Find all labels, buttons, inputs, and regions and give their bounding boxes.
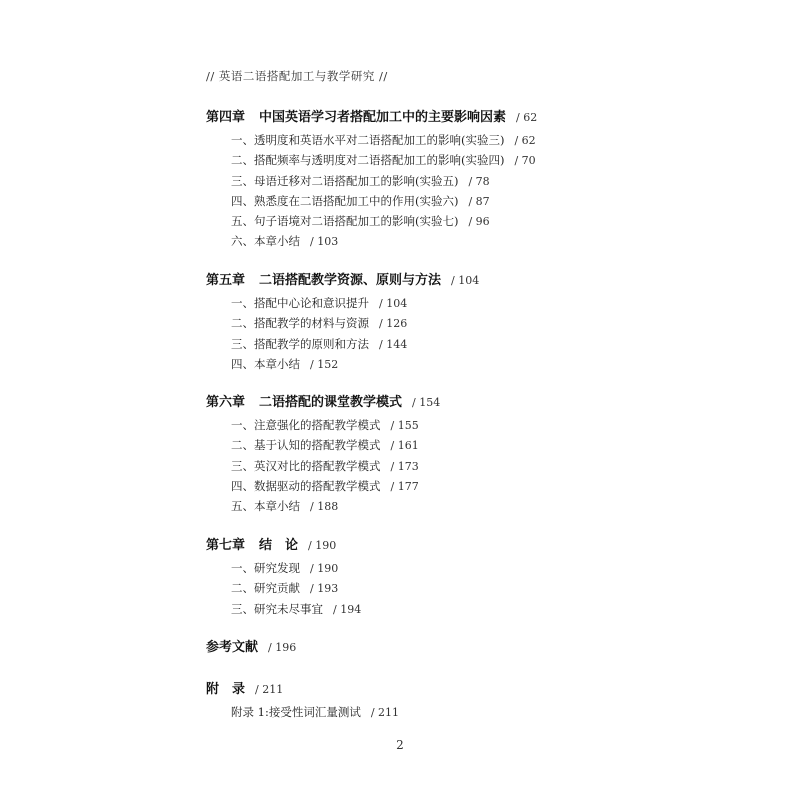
- section-title: 四、数据驱动的搭配教学模式: [231, 478, 381, 493]
- section-page: / 177: [390, 479, 419, 493]
- toc-appendix: [206, 682, 399, 722]
- chapter-number: 第七章: [206, 538, 246, 553]
- page-number: 2: [396, 738, 404, 752]
- chapter-heading[interactable]: [206, 273, 479, 289]
- chapter-heading[interactable]: [206, 682, 399, 698]
- section-page: / 96: [468, 215, 490, 229]
- toc-section[interactable]: [231, 354, 479, 374]
- running-header: // 英语二语搭配加工与教学研究 //: [206, 69, 388, 83]
- toc-section[interactable]: [231, 476, 440, 496]
- section-title: 二、基于认知的搭配教学模式: [231, 438, 381, 453]
- toc-section[interactable]: [231, 130, 537, 150]
- toc-section[interactable]: [231, 313, 479, 333]
- toc-section[interactable]: [231, 150, 537, 170]
- toc-section[interactable]: [231, 599, 361, 619]
- chapter-heading[interactable]: [206, 110, 537, 126]
- section-title: 一、研究发现: [231, 561, 300, 575]
- section-title: 三、英汉对比的搭配教学模式: [231, 458, 381, 473]
- toc-section[interactable]: [231, 435, 440, 455]
- toc-section[interactable]: [231, 191, 537, 211]
- section-page: / 78: [468, 174, 490, 188]
- chapter-page: / 154: [412, 396, 441, 409]
- section-page: / 104: [379, 297, 408, 310]
- section-title: 三、研究未尽事宜: [231, 601, 323, 616]
- toc-section[interactable]: [231, 415, 440, 435]
- section-title: 二、搭配频率与透明度对二语搭配加工的影响(实验四): [231, 153, 505, 168]
- chapter-page: / 190: [308, 539, 337, 552]
- chapter-number: 第五章: [206, 273, 246, 288]
- chapter-page: / 104: [451, 274, 480, 287]
- section-page: / 87: [468, 194, 490, 208]
- chapter-title: 中国英语学习者搭配加工中的主要影响因素: [259, 110, 507, 125]
- chapter-title: 二语搭配教学资源、原则与方法: [259, 273, 442, 288]
- chapter-number: 第六章: [206, 395, 246, 410]
- section-title: 二、研究贡献: [231, 581, 300, 596]
- section-page: / 194: [333, 602, 362, 616]
- chapter-title: 参考文献: [206, 640, 259, 655]
- section-title: 五、句子语境对二语搭配加工的影响(实验七): [231, 214, 459, 229]
- chapter-title: 结 论: [259, 538, 299, 553]
- section-title: 三、母语迁移对二语搭配加工的影响(实验五): [231, 173, 459, 188]
- toc-section[interactable]: [231, 578, 361, 598]
- section-page: / 70: [514, 154, 536, 168]
- section-page: / 103: [310, 235, 339, 249]
- toc-section[interactable]: [231, 456, 440, 476]
- chapter-page: / 62: [516, 111, 538, 124]
- section-page: / 211: [370, 706, 400, 719]
- section-page: / 188: [310, 500, 339, 514]
- section-title: 二、搭配教学的材料与资源: [231, 316, 369, 331]
- toc-section[interactable]: [231, 293, 479, 313]
- toc-section[interactable]: [231, 702, 399, 722]
- chapter-number: 第四章: [206, 110, 246, 125]
- section-page: / 193: [310, 582, 339, 596]
- section-page: / 144: [379, 337, 408, 351]
- section-page: / 62: [514, 134, 536, 147]
- section-page: / 126: [379, 317, 408, 331]
- section-page: / 155: [390, 419, 419, 432]
- section-title: 四、本章小结: [231, 356, 300, 371]
- chapter-page: / 196: [268, 641, 297, 654]
- toc-section[interactable]: [231, 171, 537, 191]
- section-title: 一、注意强化的搭配教学模式: [231, 418, 381, 432]
- section-title: 附录 1:接受性词汇量测试: [231, 705, 361, 719]
- toc-chapter-6: [206, 395, 440, 516]
- toc-section[interactable]: [231, 334, 479, 354]
- section-page: / 161: [390, 439, 419, 453]
- section-title: 四、熟悉度在二语搭配加工中的作用(实验六): [231, 193, 459, 208]
- section-page: / 152: [310, 357, 339, 371]
- chapter-heading[interactable]: [206, 640, 296, 656]
- chapter-heading[interactable]: [206, 538, 361, 554]
- chapter-page: / 211: [255, 683, 284, 696]
- section-page: / 190: [310, 562, 339, 575]
- chapter-title: 二语搭配的课堂教学模式: [259, 395, 403, 410]
- toc-section[interactable]: [231, 211, 537, 231]
- toc-chapter-5: [206, 273, 479, 374]
- toc-section[interactable]: [231, 558, 361, 578]
- chapter-heading[interactable]: [206, 395, 440, 411]
- toc-references: [206, 640, 296, 656]
- section-title: 三、搭配教学的原则和方法: [231, 336, 369, 351]
- toc-chapter-7: [206, 538, 361, 619]
- toc-chapter-4: [206, 110, 537, 252]
- section-title: 五、本章小结: [231, 499, 300, 514]
- toc-section[interactable]: [231, 496, 440, 516]
- section-page: / 173: [390, 459, 419, 473]
- section-title: 六、本章小结: [231, 234, 300, 249]
- section-title: 一、透明度和英语水平对二语搭配加工的影响(实验三): [231, 133, 505, 147]
- chapter-title: 附 录: [206, 682, 246, 697]
- section-title: 一、搭配中心论和意识提升: [231, 296, 369, 310]
- toc-section[interactable]: [231, 231, 537, 251]
